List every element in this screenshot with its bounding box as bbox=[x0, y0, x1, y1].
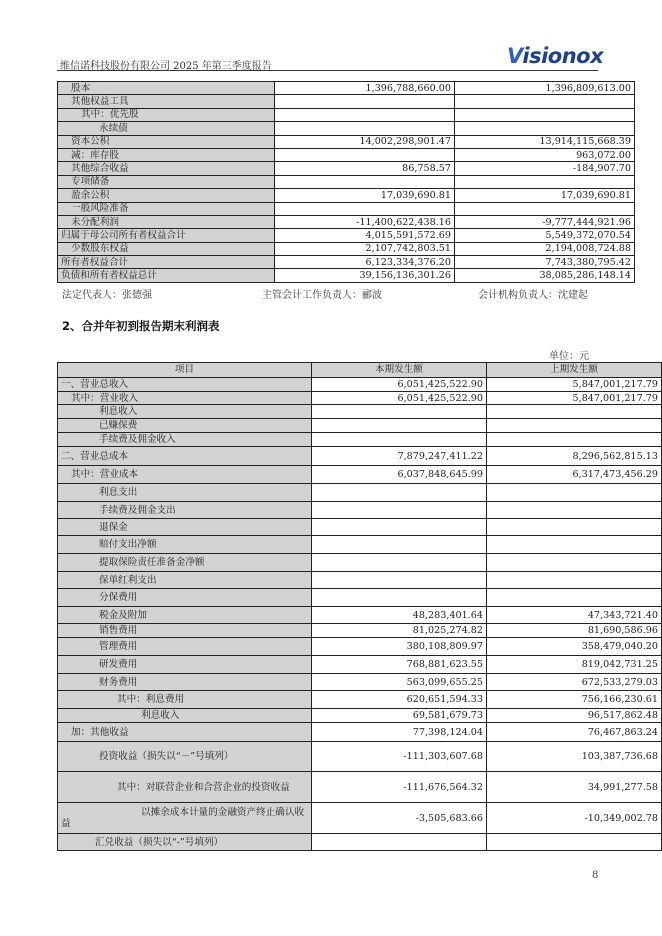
row-label: 一、营业总收入 bbox=[58, 378, 312, 392]
report-header-title: 维信诺科技股份有限公司 2025 年第三季度报告 bbox=[60, 61, 272, 72]
previous-value: 38,085,286,148.14 bbox=[455, 269, 635, 282]
previous-value: 7,743,380,795.42 bbox=[455, 256, 635, 269]
row-label: 手续费及佣金支出 bbox=[58, 502, 312, 519]
previous-value bbox=[455, 108, 635, 121]
table-row bbox=[58, 709, 662, 723]
previous-value bbox=[486, 834, 661, 851]
row-label: 分保费用 bbox=[58, 589, 312, 607]
table-row bbox=[58, 742, 662, 772]
row-label: 已赚保费 bbox=[58, 419, 312, 433]
previous-value bbox=[455, 175, 635, 188]
row-label: 提取保险责任准备金净额 bbox=[58, 554, 312, 572]
row-label: 其中：优先股 bbox=[58, 108, 275, 121]
row-label: 永续债 bbox=[58, 122, 275, 135]
column-header-current: 本期发生额 bbox=[311, 363, 486, 378]
previous-value bbox=[486, 433, 661, 447]
table-row bbox=[58, 433, 662, 447]
row-label: 股本 bbox=[58, 82, 275, 95]
row-label: 其他权益工具 bbox=[58, 95, 275, 108]
current-value bbox=[275, 202, 455, 215]
table-row bbox=[58, 484, 662, 502]
previous-value bbox=[455, 95, 635, 108]
previous-value: 17,039,690.81 bbox=[455, 189, 635, 202]
row-label: 利息收入 bbox=[58, 709, 312, 723]
previous-value bbox=[486, 502, 661, 519]
current-value bbox=[311, 589, 486, 607]
row-label: 未分配利润 bbox=[58, 215, 275, 228]
current-value: -11,400,622,438.16 bbox=[275, 215, 455, 228]
row-label: 投资收益（损失以“－”号填列） bbox=[58, 742, 312, 772]
table-row bbox=[58, 162, 635, 175]
current-value: 14,002,298,901.47 bbox=[275, 135, 455, 148]
row-label: 研发费用 bbox=[58, 656, 312, 674]
previous-value: 5,847,001,217.79 bbox=[486, 378, 661, 392]
previous-value bbox=[486, 419, 661, 433]
table-row bbox=[58, 215, 635, 228]
table-row bbox=[58, 519, 662, 536]
row-label: 赔付支出净额 bbox=[58, 536, 312, 554]
page-number: 8 bbox=[592, 870, 599, 881]
table-row bbox=[58, 202, 635, 215]
previous-value: 6,317,473,456.29 bbox=[486, 466, 661, 484]
row-label: 资本公积 bbox=[58, 135, 275, 148]
current-value: 6,123,334,376.20 bbox=[275, 256, 455, 269]
row-label: 负债和所有者权益总计 bbox=[58, 269, 275, 282]
previous-value: 5,549,372,070.54 bbox=[455, 229, 635, 242]
current-value bbox=[311, 536, 486, 554]
row-label: 其中：营业收入 bbox=[58, 392, 312, 405]
current-value: 6,051,425,522.90 bbox=[311, 378, 486, 392]
previous-value: 1,396,809,613.00 bbox=[455, 82, 635, 95]
table-row bbox=[58, 175, 635, 188]
row-label: 一般风险准备 bbox=[58, 202, 275, 215]
current-value bbox=[275, 175, 455, 188]
current-value bbox=[311, 834, 486, 851]
legal-representative: 法定代表人：张德强 bbox=[62, 290, 152, 301]
table-row bbox=[58, 82, 635, 95]
table-row bbox=[58, 803, 662, 834]
table-row bbox=[58, 554, 662, 572]
table-row bbox=[58, 419, 662, 433]
previous-value: 81,690,586.96 bbox=[486, 624, 661, 638]
current-value: 6,051,425,522.90 bbox=[311, 392, 486, 405]
header-divider bbox=[57, 70, 598, 71]
row-label: 减：库存股 bbox=[58, 148, 275, 161]
previous-value: -184,907.70 bbox=[455, 162, 635, 175]
row-label: 利息收入 bbox=[58, 405, 312, 419]
accounting-org-head: 会计机构负责人：沈建起 bbox=[478, 290, 588, 301]
table-row bbox=[58, 148, 635, 161]
row-label: 税金及附加 bbox=[58, 607, 312, 624]
income-statement-table bbox=[57, 362, 662, 851]
table-row bbox=[58, 229, 635, 242]
row-label: 其中：对联营企业和合营企业的投资收益 bbox=[58, 772, 312, 803]
previous-value: 963,072.00 bbox=[455, 148, 635, 161]
current-value: 77,398,124.04 bbox=[311, 723, 486, 742]
current-value bbox=[311, 502, 486, 519]
table-row bbox=[58, 674, 662, 691]
row-label: 财务费用 bbox=[58, 674, 312, 691]
previous-value bbox=[486, 572, 661, 589]
previous-value: 756,166,230.61 bbox=[486, 691, 661, 709]
previous-value: 76,467,863.24 bbox=[486, 723, 661, 742]
current-value: 69,581,679.73 bbox=[311, 709, 486, 723]
current-value: 86,758.57 bbox=[275, 162, 455, 175]
current-value: 6,037,848,645.99 bbox=[311, 466, 486, 484]
current-value: 380,108,809.97 bbox=[311, 638, 486, 656]
current-value: 2,107,742,803.51 bbox=[275, 242, 455, 255]
table-row bbox=[58, 135, 635, 148]
previous-value bbox=[486, 536, 661, 554]
row-label: 管理费用 bbox=[58, 638, 312, 656]
row-label: 利息支出 bbox=[58, 484, 312, 502]
table-row bbox=[58, 392, 662, 405]
row-label: 退保金 bbox=[58, 519, 312, 536]
current-value bbox=[311, 419, 486, 433]
previous-value bbox=[486, 519, 661, 536]
table-row bbox=[58, 607, 662, 624]
current-value: 39,156,136,301.26 bbox=[275, 269, 455, 282]
row-label: 盈余公积 bbox=[58, 189, 275, 202]
current-value: 1,396,788,660.00 bbox=[275, 82, 455, 95]
table-row bbox=[58, 638, 662, 656]
table-row bbox=[58, 466, 662, 484]
row-label: 专项储备 bbox=[58, 175, 275, 188]
previous-value: 96,517,862.48 bbox=[486, 709, 661, 723]
balance-sheet-table bbox=[57, 81, 635, 283]
previous-value bbox=[455, 122, 635, 135]
previous-value bbox=[486, 405, 661, 419]
unit-label: 单位：元 bbox=[549, 351, 589, 362]
current-value bbox=[311, 433, 486, 447]
current-value: 768,881,623.55 bbox=[311, 656, 486, 674]
previous-value: -10,349,002.78 bbox=[486, 803, 661, 834]
current-value bbox=[311, 405, 486, 419]
current-value: 563,099,655.25 bbox=[311, 674, 486, 691]
current-value: -111,303,607.68 bbox=[311, 742, 486, 772]
table-row bbox=[58, 656, 662, 674]
row-label: 二、营业总成本 bbox=[58, 447, 312, 466]
current-value: 81,025,274.82 bbox=[311, 624, 486, 638]
table-row bbox=[58, 834, 662, 851]
previous-value: 13,914,115,668.39 bbox=[455, 135, 635, 148]
previous-value bbox=[486, 484, 661, 502]
row-label: 加：其他收益 bbox=[58, 723, 312, 742]
current-value bbox=[275, 122, 455, 135]
previous-value: 5,847,001,217.79 bbox=[486, 392, 661, 405]
previous-value: 47,343,721.40 bbox=[486, 607, 661, 624]
column-header-item: 项目 bbox=[58, 363, 312, 378]
current-value: 7,879,247,411.22 bbox=[311, 447, 486, 466]
table-row bbox=[58, 108, 635, 121]
table-row bbox=[58, 405, 662, 419]
previous-value: 103,387,736.68 bbox=[486, 742, 661, 772]
row-label: 汇兑收益（损失以“-”号填列） bbox=[58, 834, 312, 851]
row-label: 所有者权益合计 bbox=[58, 256, 275, 269]
current-value bbox=[311, 519, 486, 536]
table-row bbox=[58, 122, 635, 135]
previous-value: 8,296,562,815.13 bbox=[486, 447, 661, 466]
current-value: -111,676,564.32 bbox=[311, 772, 486, 803]
current-value: 4,015,591,572.69 bbox=[275, 229, 455, 242]
row-label: 保单红利支出 bbox=[58, 572, 312, 589]
current-value: 17,039,690.81 bbox=[275, 189, 455, 202]
previous-value: 358,479,040.20 bbox=[486, 638, 661, 656]
row-label: 销售费用 bbox=[58, 624, 312, 638]
previous-value: 2,194,008,724.88 bbox=[455, 242, 635, 255]
previous-value: 34,991,277.58 bbox=[486, 772, 661, 803]
row-label: 少数股东权益 bbox=[58, 242, 275, 255]
visionox-logo: Visionox bbox=[507, 44, 604, 68]
row-label: 其他综合收益 bbox=[58, 162, 275, 175]
table-row bbox=[58, 256, 635, 269]
table-row bbox=[58, 189, 635, 202]
current-value bbox=[275, 95, 455, 108]
table-row bbox=[58, 572, 662, 589]
table-row bbox=[58, 95, 635, 108]
current-value: 48,283,401.64 bbox=[311, 607, 486, 624]
table-row bbox=[58, 723, 662, 742]
previous-value bbox=[486, 589, 661, 607]
table-row bbox=[58, 536, 662, 554]
current-value bbox=[311, 554, 486, 572]
row-label: 归属于母公司所有者权益合计 bbox=[58, 229, 275, 242]
previous-value bbox=[486, 554, 661, 572]
table-header-row bbox=[58, 363, 662, 378]
table-row bbox=[58, 378, 662, 392]
table-row bbox=[58, 624, 662, 638]
section-title: 2、合并年初到报告期末利润表 bbox=[62, 319, 220, 333]
table-row bbox=[58, 242, 635, 255]
current-value bbox=[275, 148, 455, 161]
previous-value: 672,533,279.03 bbox=[486, 674, 661, 691]
current-value bbox=[311, 572, 486, 589]
row-label: 以摊余成本计量的金融资产终止确认收益 bbox=[58, 803, 312, 834]
current-value bbox=[311, 484, 486, 502]
table-row bbox=[58, 691, 662, 709]
table-row bbox=[58, 772, 662, 803]
row-label: 其中：营业成本 bbox=[58, 466, 312, 484]
accounting-head: 主管会计工作负责人：郦波 bbox=[262, 290, 382, 301]
previous-value: -9,777,444,921.96 bbox=[455, 215, 635, 228]
row-label: 手续费及佣金收入 bbox=[58, 433, 312, 447]
table-row bbox=[58, 502, 662, 519]
column-header-previous: 上期发生额 bbox=[486, 363, 661, 378]
current-value: -3,505,683.66 bbox=[311, 803, 486, 834]
current-value: 620,651,594.33 bbox=[311, 691, 486, 709]
table-row bbox=[58, 269, 635, 282]
previous-value: 819,042,731.25 bbox=[486, 656, 661, 674]
previous-value bbox=[455, 202, 635, 215]
table-row bbox=[58, 589, 662, 607]
current-value bbox=[275, 108, 455, 121]
row-label: 其中：利息费用 bbox=[58, 691, 312, 709]
table-row bbox=[58, 447, 662, 466]
